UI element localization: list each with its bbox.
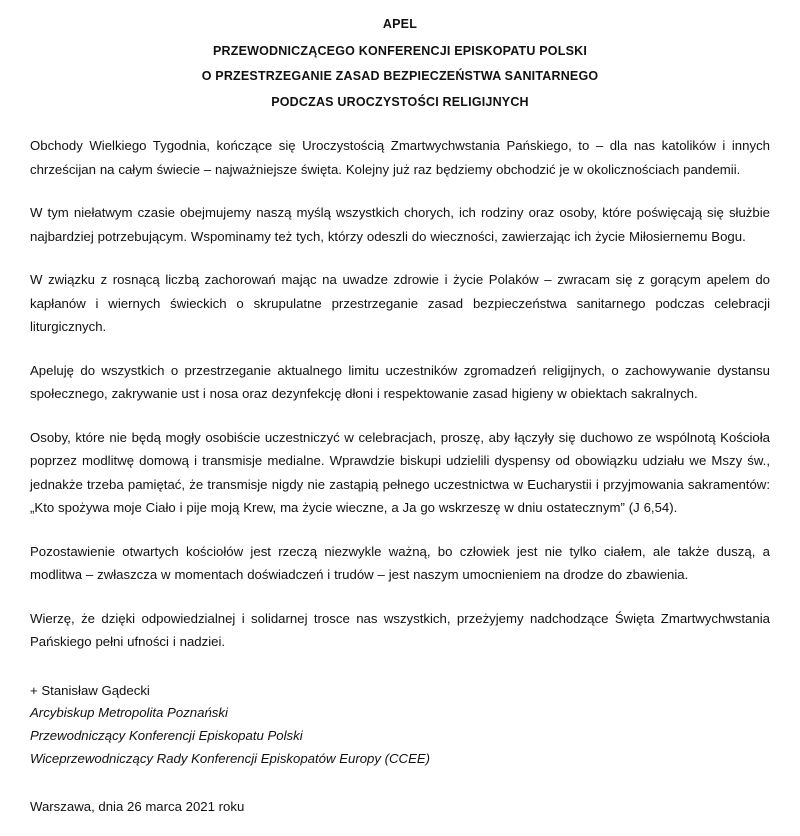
heading-line-author: PRZEWODNICZĄCEGO KONFERENCJI EPISKOPATU POLSKI bbox=[212, 43, 588, 58]
paragraph: W związku z rosnącą liczbą zachorowań mając na uwadze zdrowie i życie Polaków – zwracam się z gorącym apelem do kapłanów i wiernych świeckich o skrupulatne przestrzeganie zasad bezpieczeństwa sanitarnego podczas celebracji liturgicznych. bbox=[30, 272, 770, 334]
paragraph: Apeluję do wszystkich o przestrzeganie aktualnego limitu uczestników zgromadzeń religijnych, o zachowywanie dystansu społecznego, zakrywanie ust i nosa oraz dezynfekcję dłoni i respektowanie zasad higieny w obiektach sakralnych. bbox=[30, 362, 770, 401]
signature-title: Wiceprzewodniczący Rady Konferencji Episkopatów Europy (CCEE) bbox=[30, 750, 431, 766]
paragraph: Obchody Wielkiego Tygodnia, kończące się Uroczystością Zmartwychwstania Pańskiego, to – dla nas katolików i innych chrześcijan na całym świecie – najważniejsze święta. Kolejny już raz będziemy obchodzić je w okolicznościach pandemii. bbox=[30, 138, 770, 177]
paragraph: W tym niełatwym czasie obejmujemy naszą myślą wszystkich chorych, ich rodziny oraz osoby, które poświęcają się służbie najbardziej potrzebującym. Wspominamy też tych, którzy odeszli do wieczności, zawierzając ich życie Miłosiernemu Bogu. bbox=[30, 205, 770, 244]
heading-line-context: PODCZAS UROCZYSTOŚCI RELIGIJNYCH bbox=[271, 94, 529, 109]
heading-line-title: APEL bbox=[382, 17, 418, 31]
place-and-date: Warszawa, dnia 26 marca 2021 roku bbox=[30, 799, 245, 815]
document-heading bbox=[30, 18, 770, 108]
signature-title: Przewodniczący Konferencji Episkopatu Polski bbox=[30, 727, 303, 743]
paragraph: Pozostawienie otwartych kościołów jest rzeczą niezwykle ważną, bo człowiek jest nie tylko ciałem, ale także duszą, a modlitwa – zwłaszcza w momentach doświadczeń i trudów – jest naszym umocnieniem na drodze do zbawienia. bbox=[30, 543, 770, 582]
signature-name: + Stanisław Gądecki bbox=[30, 682, 150, 698]
paragraph: Osoby, które nie będą mogły osobiście uczestniczyć w celebracjach, proszę, aby łączyły się duchowo ze wspólnotą Kościoła poprzez modlitwę domową i transmisje medialne. Wprawdzie biskupi udzielili dyspensy od obowiązku udziału we Mszy św., jednakże trzeba pamiętać, że transmisje nigdy nie zastąpią pełnego uczestnictwa w Eucharystii i przyjmowania sakramentów: „Kto spożywa moje Ciało i pije moją Krew, ma życie wieczne, a Ja go wskrzeszę w dniu ostatecznym” (J 6,54). bbox=[30, 429, 770, 515]
paragraph: Wierzę, że dzięki odpowiedzialnej i solidarnej trosce nas wszystkich, przeżyjemy nadchodzące Święta Zmartwychwstania Pańskiego pełni ufności i nadziei. bbox=[30, 610, 770, 649]
signature-title: Arcybiskup Metropolita Poznański bbox=[30, 705, 228, 721]
heading-line-subject: O PRZESTRZEGANIE ZASAD BEZPIECZEŃSTWA SANITARNEGO bbox=[201, 69, 599, 83]
signature-block bbox=[30, 680, 770, 771]
document-body bbox=[30, 134, 770, 654]
